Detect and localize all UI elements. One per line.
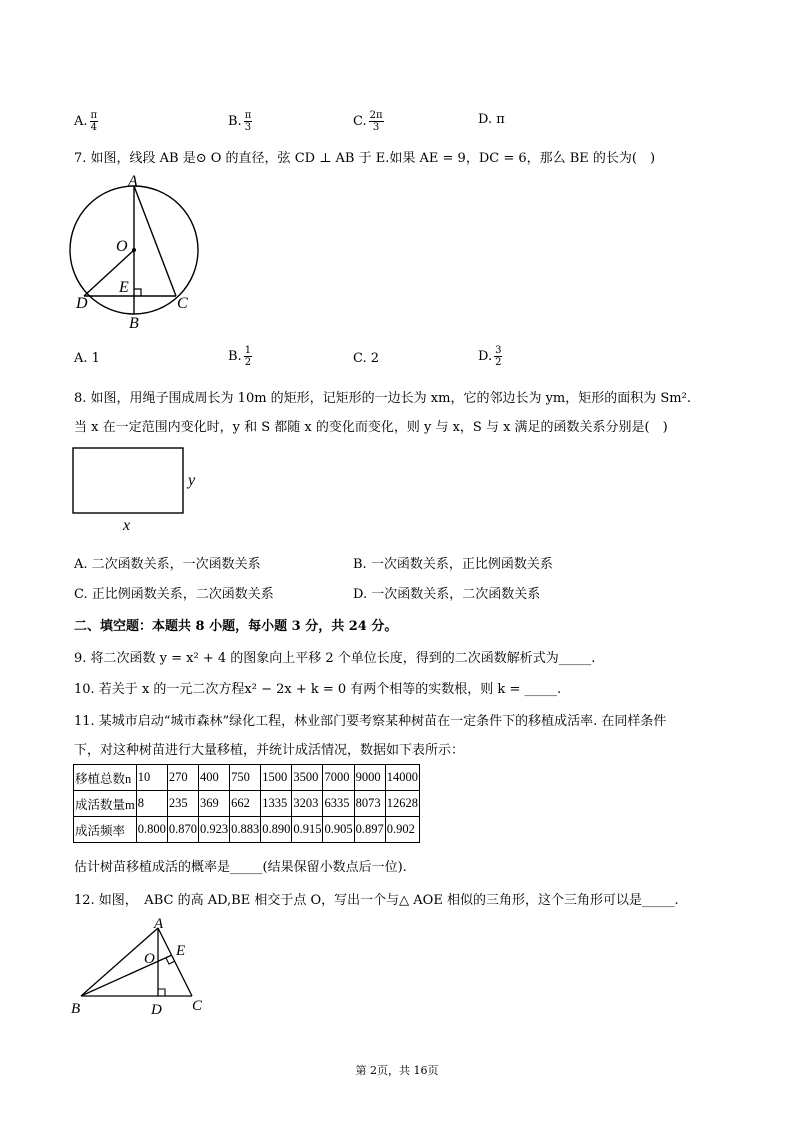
table-cell: 12628 <box>385 791 419 817</box>
page-footer: 第 2页，共 16页 <box>355 1064 439 1077</box>
q12-label-o: O <box>144 951 155 967</box>
q7-option-a: A. 1 <box>74 351 100 366</box>
q7-label-b: B <box>129 315 139 332</box>
table-cell: 0.870 <box>167 817 198 843</box>
q8-label-y: y <box>188 472 196 489</box>
table-cell: 7000 <box>323 765 354 791</box>
q7-option-d: D. $\frac{3}{2}$ <box>478 345 502 368</box>
table-cell: 235 <box>167 791 198 817</box>
q12-triangle-figure <box>66 918 226 1018</box>
q8-rectangle-figure <box>70 444 210 534</box>
q12-label-b: B <box>71 1001 81 1017</box>
table-cell: 成活数量m <box>74 791 137 817</box>
q7-text: 7. 如图，线段 AB 是⊙ O 的直径，弦 CD ⊥ AB 于 E.如果 AE = 9，DC = 6，那么 BE 的长为( ) <box>74 151 656 166</box>
q7-label-a: A <box>128 173 138 190</box>
q11-data-table <box>73 764 420 843</box>
table-cell: 0.905 <box>323 817 354 843</box>
q7-label-e: E <box>119 279 129 296</box>
table-cell: 0.883 <box>230 817 261 843</box>
table-cell: 8073 <box>354 791 385 817</box>
table-cell: 270 <box>167 765 198 791</box>
q7-label-o: O <box>116 238 128 255</box>
q7-option-c: C. 2 <box>353 351 380 366</box>
table-cell: 9000 <box>354 765 385 791</box>
table-cell: 0.902 <box>385 817 419 843</box>
q10-text: 10. 若关于 x 的一元二次方程x² − 2x + k = 0 有两个相等的实数根，则 k = _____. <box>74 682 562 697</box>
q11-text-line1: 11. 某城市启动“城市森林”绿化工程，林业部门要考察某种树苗在一定条件下的移植成活率. 在同样条件 <box>74 714 667 729</box>
q7-label-d: D <box>76 295 88 312</box>
q6-option-b: B. $\frac{\pi}{3}$ <box>228 110 252 133</box>
table-cell: 0.897 <box>354 817 385 843</box>
q7-circle-figure <box>60 170 220 335</box>
q6-option-a: A. $\frac{\pi}{4}$ <box>74 110 98 133</box>
q12-label-c: C <box>192 998 203 1014</box>
table-cell: 10 <box>136 765 167 791</box>
table-cell: 3203 <box>292 791 323 817</box>
q11-text-after: 估计树苗移植成活的概率是_____(结果保留小数点后一位). <box>74 860 407 875</box>
table-cell: 400 <box>198 765 229 791</box>
q8-option-c: C. 正比例函数关系，二次函数关系 <box>74 587 274 602</box>
q7-label-c: C <box>177 295 188 312</box>
q8-label-x: x <box>123 517 131 534</box>
table-cell: 0.890 <box>261 817 292 843</box>
q12-label-e: E <box>176 943 186 959</box>
table-cell: 0.923 <box>198 817 229 843</box>
table-cell: 14000 <box>385 765 419 791</box>
table-cell: 8 <box>136 791 167 817</box>
q12-label-d: D <box>151 1002 162 1018</box>
table-row <box>74 791 420 817</box>
table-cell: 0.915 <box>292 817 323 843</box>
q7-option-b: B. $\frac{1}{2}$ <box>228 345 252 368</box>
table-cell: 6335 <box>323 791 354 817</box>
table-cell: 662 <box>230 791 261 817</box>
q6-option-d: D. π <box>478 112 505 127</box>
table-cell: 1500 <box>261 765 292 791</box>
table-row <box>74 765 420 791</box>
table-cell: 0.800 <box>136 817 167 843</box>
table-cell: 369 <box>198 791 229 817</box>
q6-option-c: C. $\frac{2\pi}{3}$ <box>353 110 383 133</box>
table-row <box>74 817 420 843</box>
q8-option-b: B. 一次函数关系，正比例函数关系 <box>353 557 553 572</box>
q12-text: 12. 如图， ABC 的高 AD,BE 相交于点 O，写出一个与△ AOE 相似的三角形，这个三角形可以是_____. <box>74 893 679 908</box>
table-cell: 1335 <box>261 791 292 817</box>
table-cell: 750 <box>230 765 261 791</box>
table-cell: 3500 <box>292 765 323 791</box>
q8-option-a: A. 二次函数关系，一次函数关系 <box>74 557 261 572</box>
q9-text: 9. 将二次函数 y = x² + 4 的图象向上平移 2 个单位长度，得到的二次函数解析式为_____. <box>74 651 596 666</box>
table-cell: 移植总数n <box>74 765 137 791</box>
q12-label-a: A <box>154 918 164 932</box>
table-cell: 成活频率 <box>74 817 137 843</box>
q8-option-d: D. 一次函数关系，二次函数关系 <box>353 587 541 602</box>
section-fill-in-blank-heading: 二、填空题：本题共 8 小题，每小题 3 分，共 24 分。 <box>74 619 398 634</box>
q8-text-line2: 当 x 在一定范围内变化时，y 和 S 都随 x 的变化而变化，则 y 与 x，S 与 x 满足的函数关系分别是( ) <box>74 420 668 435</box>
q8-text-line1: 8. 如图，用绳子围成周长为 10m 的矩形，记矩形的一边长为 xm，它的邻边长为 ym，矩形的面积为 Sm². <box>74 391 691 406</box>
q11-text-line2: 下，对这种树苗进行大量移植，并统计成活情况，数据如下表所示： <box>74 743 465 758</box>
